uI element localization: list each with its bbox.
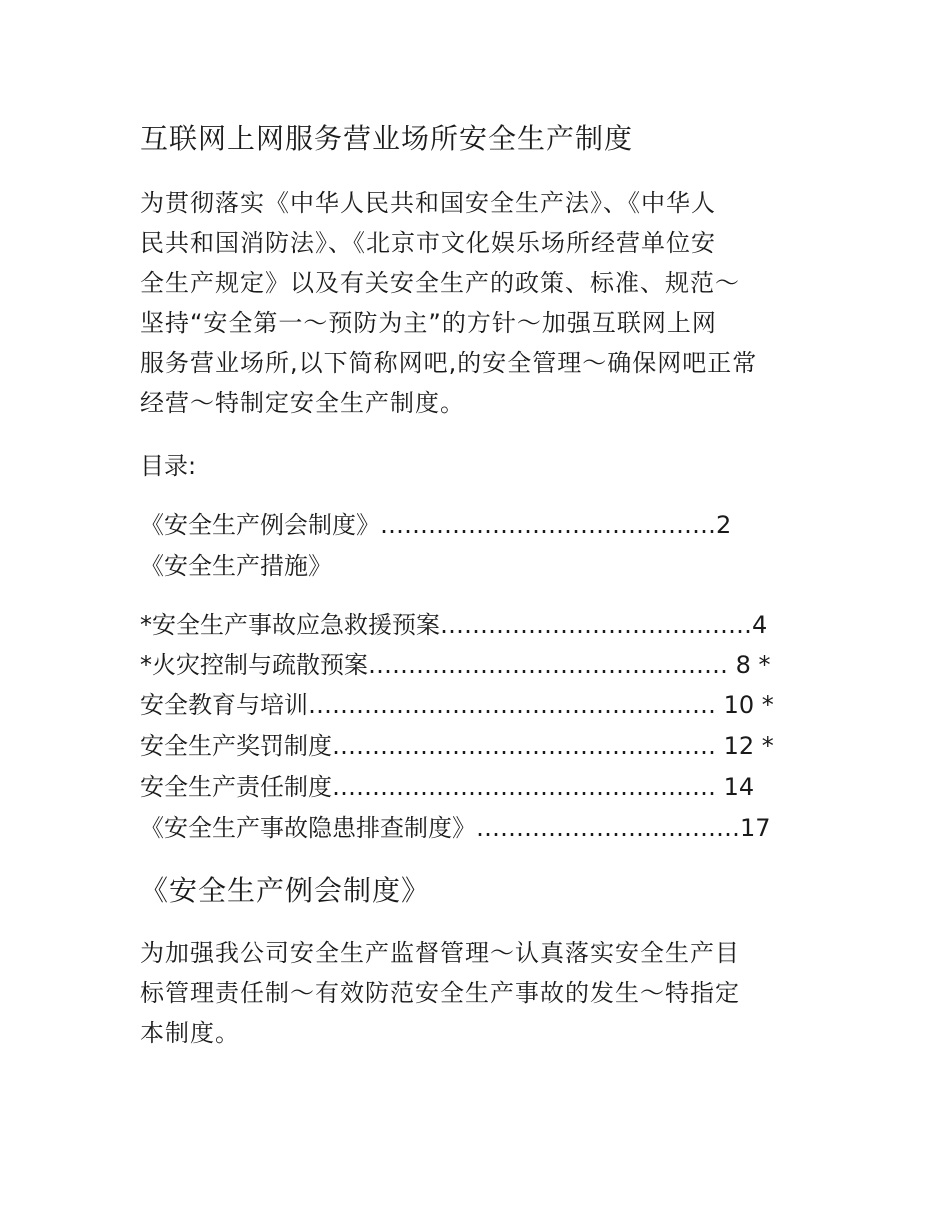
toc-entry: *安全生产事故应急救援预案…………………………………4 — [140, 611, 768, 639]
document-title: 互联网上网服务营业场所安全生产制度 — [140, 122, 634, 155]
intro-line: 为贯彻落实《中华人民共和国安全生产法》、《中华人 — [140, 189, 716, 217]
intro-line: 民共和国消防法》、《北京市文化娱乐场所经营单位安 — [140, 229, 716, 257]
toc-entry: 安全教育与培训…………………………………………… 10 * — [140, 691, 774, 719]
intro-line: 坚持“安全第一～预防为主”的方针～加强互联网上网 — [140, 309, 717, 337]
section-line: 本制度。 — [140, 1019, 240, 1047]
toc-entry: 安全生产奖罚制度………………………………………… 12 * — [140, 732, 774, 760]
toc-entry: 《安全生产事故隐患排查制度》……………………………17 — [140, 814, 771, 842]
toc-entry: 《安全生产措施》 — [140, 552, 332, 580]
intro-line: 服务营业场所,以下简称网吧,的安全管理～确保网吧正常 — [140, 349, 758, 377]
section-heading: 《安全生产例会制度》 — [140, 874, 431, 907]
section-paragraph — [140, 933, 740, 1053]
section-line: 标管理责任制～有效防范安全生产事故的发生～特指定 — [140, 979, 740, 1007]
toc-entry: *火灾控制与疏散预案……………………………………… 8 * — [140, 651, 771, 679]
toc-label: 目录: — [140, 452, 197, 480]
toc-entry: 《安全生产例会制度》……………………………………2 — [140, 511, 732, 539]
toc-entry: 安全生产责任制度………………………………………… 14 — [140, 773, 755, 801]
intro-line: 全生产规定》以及有关安全生产的政策、标准、规范～ — [140, 269, 740, 297]
intro-paragraph — [140, 183, 757, 423]
section-line: 为加强我公司安全生产监督管理～认真落实安全生产目 — [140, 939, 740, 967]
intro-line: 经营～特制定安全生产制度。 — [140, 389, 465, 417]
